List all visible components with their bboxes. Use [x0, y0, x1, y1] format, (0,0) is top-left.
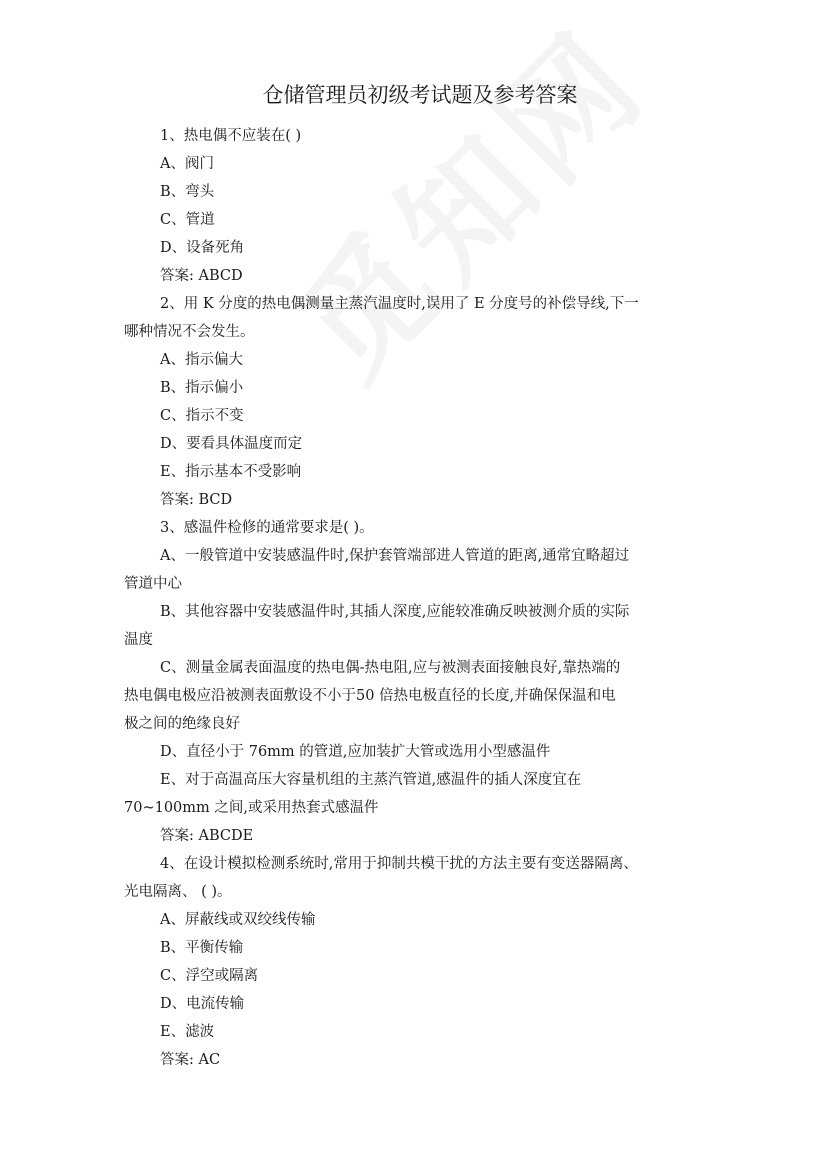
document-page — [124, 72, 716, 1074]
question-stem: 2、用 K 分度的热电偶测量主蒸汽温度时,误用了 E 分度号的补偿导线,下一 — [160, 296, 639, 312]
answer-option: B、指示偏小 — [160, 380, 244, 396]
answer-option: A、屏蔽线或双绞线传输 — [160, 912, 316, 928]
answer-option: B、弯头 — [160, 184, 215, 200]
question-stem: 光电隔离、 ( )。 — [124, 884, 232, 900]
answer-option: D、电流传输 — [160, 996, 245, 1012]
answer-key: 答案: ABCD — [160, 268, 243, 284]
answer-option: 温度 — [124, 632, 153, 648]
answer-option: C、指示不变 — [160, 408, 244, 424]
question-stem: 哪种情况不会发生。 — [124, 324, 255, 340]
answer-option: A、阀门 — [160, 156, 214, 172]
answer-key: 答案: AC — [160, 1052, 221, 1068]
question-block — [124, 514, 716, 850]
answer-option: D、要看具体温度而定 — [160, 436, 303, 452]
document-title: 仓储管理员初级考试题及参考答案 — [262, 83, 578, 107]
answer-option: C、浮空或隔离 — [160, 968, 259, 984]
question-stem: 4、在设计模拟检测系统时,常用于抑制共模干扰的方法主要有变送器隔离、 — [160, 856, 638, 872]
answer-option: E、对于高温高压大容量机组的主蒸汽管道,感温件的插人深度宜在 — [160, 772, 582, 788]
answer-option: A、一般管道中安装感温件时,保护套管端部进人管道的距离,通常宜略超过 — [160, 548, 630, 564]
question-block — [124, 290, 716, 514]
question-block — [124, 850, 716, 1074]
answer-option: C、管道 — [160, 212, 215, 228]
answer-option: D、设备死角 — [160, 240, 245, 256]
question-stem: 3、感温件检修的通常要求是( )。 — [160, 520, 374, 536]
question-list — [124, 122, 716, 1074]
answer-key: 答案: ABCDE — [160, 828, 254, 844]
answer-option: E、滤波 — [160, 1024, 215, 1040]
answer-option: 热电偶电极应沿被测表面敷设不小于50 倍热电极直径的长度,并确保保温和电 — [124, 688, 616, 704]
answer-option: 极之间的绝缘良好 — [124, 716, 240, 732]
answer-option: E、指示基本不受影响 — [160, 464, 302, 480]
question-block — [124, 122, 716, 290]
answer-option: C、测量金属表面温度的热电偶-热电阻,应与被测表面接触良好,靠热端的 — [160, 660, 621, 676]
answer-option: A、指示偏大 — [160, 352, 243, 368]
answer-option: D、直径小于 76mm 的管道,应加装扩大管或选用小型感温件 — [160, 744, 551, 760]
question-stem: 1、热电偶不应装在( ) — [160, 128, 302, 144]
answer-option: B、其他容器中安装感温件时,其插人深度,应能较准确反映被测介质的实际 — [160, 604, 630, 620]
answer-option: 70~100mm 之间,或采用热套式感温件 — [124, 800, 379, 816]
answer-option: B、平衡传输 — [160, 940, 244, 956]
answer-key: 答案: BCD — [160, 492, 233, 508]
answer-option: 管道中心 — [124, 576, 182, 592]
